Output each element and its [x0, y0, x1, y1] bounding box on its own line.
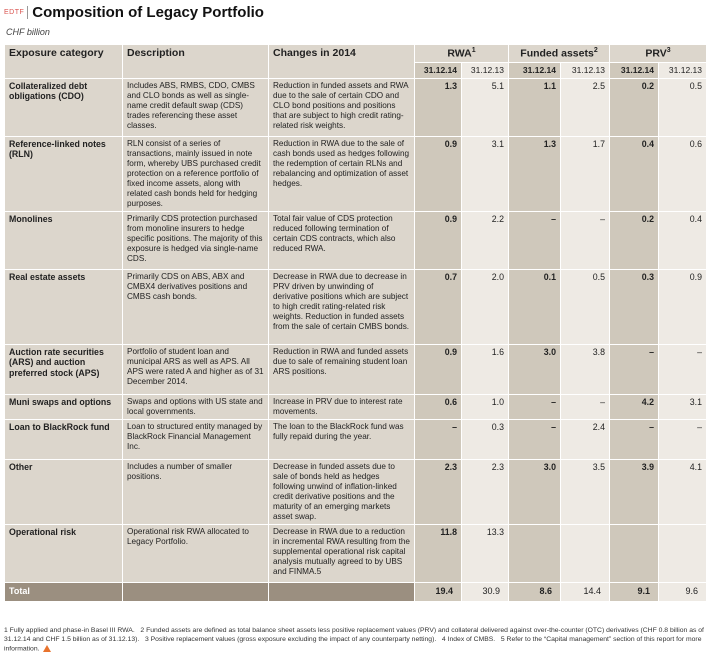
report-header — [4, 2, 264, 22]
row-description: Includes a number of smaller positions. — [123, 459, 269, 524]
row-category: Muni swaps and options — [5, 394, 123, 419]
table-row — [5, 419, 707, 459]
cell-funded-2014: – — [509, 419, 561, 459]
total-funded-2014: 8.6 — [509, 582, 561, 601]
cell-funded-2014: 3.0 — [509, 459, 561, 524]
table-row — [5, 524, 707, 582]
row-category: Collateralized debt obligations (CDO) — [5, 78, 123, 136]
date-header: 31.12.14 — [509, 63, 561, 78]
row-changes: Reduction in RWA due to the sale of cash bonds used as hedges following the redemption of certain RLNs and rebalancing and optimization of asset hedges. — [269, 136, 415, 211]
cell-funded-2013: 0.5 — [561, 269, 610, 344]
row-category: Reference-linked notes (RLN) — [5, 136, 123, 211]
cell-rwa-2013: 2.2 — [462, 211, 509, 269]
row-changes: Decrease in RWA due to decrease in PRV driven by unwinding of derivative positions which are subject to high credit rating-related risk weights. Reduction in funded assets from the sale of certain CMBS bonds. — [269, 269, 415, 344]
cell-rwa-2013: 2.0 — [462, 269, 509, 344]
row-category: Monolines — [5, 211, 123, 269]
row-description: Primarily CDS protection purchased from monoline insurers to hedge specific positions. The majority of this exposure is hedged via single-name CDS. — [123, 211, 269, 269]
cell-prv-2013: 0.9 — [659, 269, 707, 344]
col-header-description: Description — [123, 45, 269, 79]
row-category: Real estate assets — [5, 269, 123, 344]
cell-funded-2013: 2.5 — [561, 78, 610, 136]
unit-label: CHF billion — [6, 27, 50, 37]
row-description: Primarily CDS on ABS, ABX and CMBX4 derivatives positions and CMBS cash bonds. — [123, 269, 269, 344]
row-description: RLN consist of a series of transactions, mainly issued in note form, whereby UBS purchased credit protection on a reference portfolio of fixed income assets, along with related cash bonds held for hedging purposes. — [123, 136, 269, 211]
cell-rwa-2014: 2.3 — [415, 459, 462, 524]
cell-rwa-2014: 0.9 — [415, 211, 462, 269]
cell-prv-2014: 0.2 — [610, 78, 659, 136]
cell-prv-2014: 4.2 — [610, 394, 659, 419]
cell-prv-2013: 3.1 — [659, 394, 707, 419]
total-prv-2013: 9.6 — [659, 582, 707, 601]
cell-funded-2014 — [509, 524, 561, 582]
cell-rwa-2014: 0.6 — [415, 394, 462, 419]
row-changes: Reduction in funded assets and RWA due to the sale of certain CDO and CLO bond positions and positions that are subject to high credit rating-related risk weights. — [269, 78, 415, 136]
legacy-portfolio-table — [4, 44, 707, 602]
cell-funded-2014: 1.1 — [509, 78, 561, 136]
row-changes: The loan to the BlackRock fund was fully repaid during the year. — [269, 419, 415, 459]
total-rwa-2013: 30.9 — [462, 582, 509, 601]
footnote: 2 Funded assets are defined as total balance sheet assets less positive replacement values (PRV) and collateral delivered against over-the-counter (OTC) derivatives (CHF 0.8 billion as of 31.12.14 and CHF 1.5 billion as of 31.12.13). — [4, 627, 704, 643]
date-header: 31.12.13 — [462, 63, 509, 78]
cell-funded-2014: 3.0 — [509, 344, 561, 394]
table-row — [5, 344, 707, 394]
col-header-rwa: RWA$^1$ — [415, 45, 509, 63]
row-description: Portfolio of student loan and municipal ARS as well as APS. All APS were rated A and higher as of 31 December 2014. — [123, 344, 269, 394]
table-row — [5, 136, 707, 211]
row-changes: Decrease in RWA due to a reduction in incremental RWA resulting from the supplemental operational risk capital analysis mutually agreed to by UBS and FINMA.5 — [269, 524, 415, 582]
cell-prv-2013: – — [659, 419, 707, 459]
cell-rwa-2014: 11.8 — [415, 524, 462, 582]
date-header: 31.12.14 — [415, 63, 462, 78]
total-label: Total — [5, 582, 123, 601]
footnote: 3 Positive replacement values (gross exposure excluding the impact of any counterparty netting). — [144, 635, 437, 643]
row-changes: Decrease in funded assets due to sale of bonds held as hedges following unwind of inflation-linked credit derivative positions and the maturity of an emerging markets asset swap. — [269, 459, 415, 524]
row-category: Operational risk — [5, 524, 123, 582]
date-header: 31.12.13 — [659, 63, 707, 78]
footnotes — [4, 627, 706, 654]
col-header-funded: Funded assets$^2$ — [509, 45, 610, 63]
cell-funded-2013: 3.8 — [561, 344, 610, 394]
row-changes: Increase in PRV due to interest rate movements. — [269, 394, 415, 419]
table-row — [5, 211, 707, 269]
date-header: 31.12.13 — [561, 63, 610, 78]
cell-funded-2013 — [561, 524, 610, 582]
arrow-up-icon[interactable] — [43, 645, 51, 652]
cell-rwa-2013: 2.3 — [462, 459, 509, 524]
page-title: Composition of Legacy Portfolio — [32, 3, 264, 21]
table-row — [5, 459, 707, 524]
cell-rwa-2014: 1.3 — [415, 78, 462, 136]
cell-rwa-2014: 0.9 — [415, 136, 462, 211]
cell-prv-2014: 0.2 — [610, 211, 659, 269]
cell-prv-2013: – — [659, 344, 707, 394]
cell-funded-2014: 0.1 — [509, 269, 561, 344]
total-rwa-2014: 19.4 — [415, 582, 462, 601]
cell-rwa-2013: 0.3 — [462, 419, 509, 459]
cell-prv-2014: – — [610, 419, 659, 459]
cell-funded-2013: – — [561, 211, 610, 269]
row-changes: Total fair value of CDS protection reduced following termination of certain CDS contracts, which also reduced RWA. — [269, 211, 415, 269]
date-header: 31.12.14 — [610, 63, 659, 78]
section-tag: EDTF — [4, 8, 25, 16]
cell-rwa-2013: 1.6 — [462, 344, 509, 394]
cell-prv-2014: 0.4 — [610, 136, 659, 211]
cell-funded-2013: 2.4 — [561, 419, 610, 459]
cell-rwa-2014: 0.7 — [415, 269, 462, 344]
cell-prv-2014: – — [610, 344, 659, 394]
table-row — [5, 78, 707, 136]
footnote: 1 Fully applied and phase-in Basel III RWA. — [4, 627, 135, 634]
row-description: Operational risk RWA allocated to Legacy Portfolio. — [123, 524, 269, 582]
cell-prv-2013: 4.1 — [659, 459, 707, 524]
row-description: Includes ABS, RMBS, CDO, CMBS and CLO bonds as well as single-name credit default swap (CDS) trades referencing these asset classes. — [123, 78, 269, 136]
col-header-category: Exposure category — [5, 45, 123, 79]
row-description: Swaps and options with US state and local governments. — [123, 394, 269, 419]
row-description: Loan to structured entity managed by BlackRock Financial Management Inc. — [123, 419, 269, 459]
footnote: 4 Index of CMBS. — [441, 635, 496, 643]
cell-prv-2014: 3.9 — [610, 459, 659, 524]
cell-rwa-2013: 1.0 — [462, 394, 509, 419]
cell-prv-2013: 0.4 — [659, 211, 707, 269]
col-header-prv: PRV$^3$ — [610, 45, 707, 63]
cell-rwa-2014: – — [415, 419, 462, 459]
cell-rwa-2013: 3.1 — [462, 136, 509, 211]
row-changes: Reduction in RWA and funded assets due to sale of remaining student loan ARS positions. — [269, 344, 415, 394]
cell-funded-2013: 1.7 — [561, 136, 610, 211]
row-category: Loan to BlackRock fund — [5, 419, 123, 459]
table-row — [5, 269, 707, 344]
footnote: 5 Refer to the “Capital management” section of this report for more information. — [4, 635, 702, 652]
total-prv-2014: 9.1 — [610, 582, 659, 601]
table-row — [5, 394, 707, 419]
cell-rwa-2013: 13.3 — [462, 524, 509, 582]
cell-rwa-2013: 5.1 — [462, 78, 509, 136]
cell-prv-2013: 0.5 — [659, 78, 707, 136]
cell-prv-2014 — [610, 524, 659, 582]
cell-rwa-2014: 0.9 — [415, 344, 462, 394]
header-divider — [27, 6, 28, 19]
cell-funded-2013: 3.5 — [561, 459, 610, 524]
cell-prv-2014: 0.3 — [610, 269, 659, 344]
cell-funded-2014: – — [509, 211, 561, 269]
cell-prv-2013: 0.6 — [659, 136, 707, 211]
cell-funded-2014: 1.3 — [509, 136, 561, 211]
total-row — [5, 582, 707, 601]
cell-prv-2013 — [659, 524, 707, 582]
row-category: Other — [5, 459, 123, 524]
cell-funded-2013: – — [561, 394, 610, 419]
row-category: Auction rate securities (ARS) and auction preferred stock (APS) — [5, 344, 123, 394]
total-funded-2013: 14.4 — [561, 582, 610, 601]
col-header-changes: Changes in 2014 — [269, 45, 415, 79]
cell-funded-2014: – — [509, 394, 561, 419]
